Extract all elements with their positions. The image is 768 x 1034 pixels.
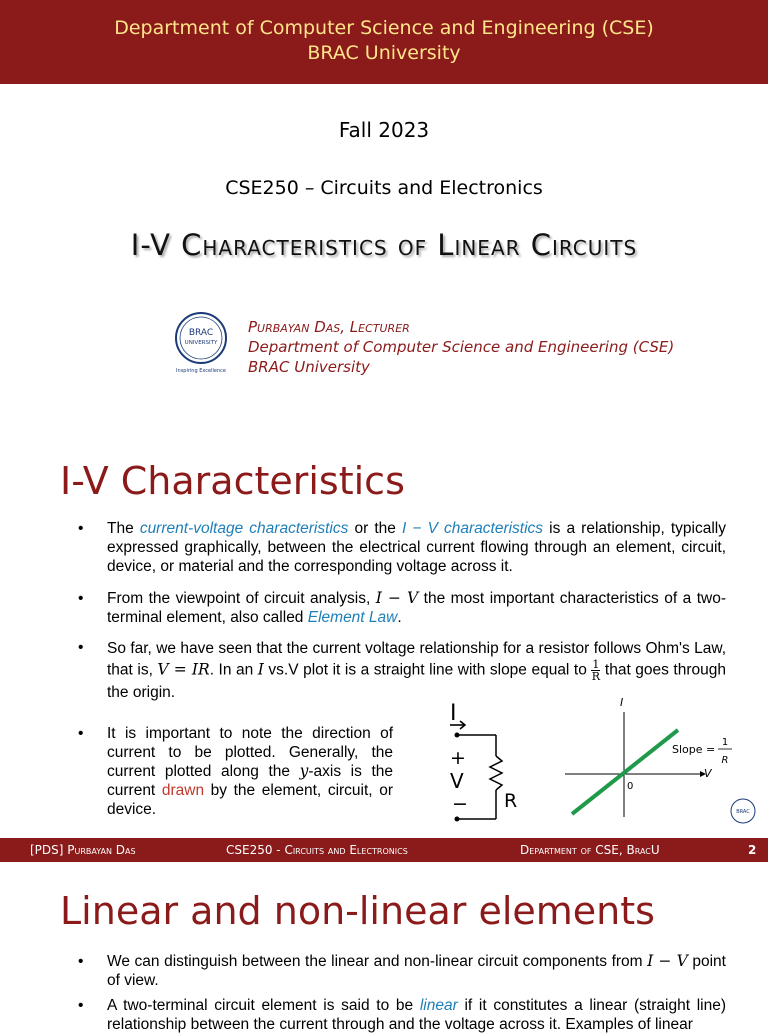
bullet-ohms-law: • So far, we have seen that the current voltage relationship for a resistor follows Ohm's Law, that is, V = IR. In an I vs.V plot it is a straight line with slope equal to $\frac{1}{R}$ that goes through the origin. — [78, 639, 726, 701]
bullet-dot: • — [78, 520, 84, 537]
iv-linear-graph — [560, 692, 740, 822]
terminal-bottom — [455, 817, 460, 822]
course-title: CSE250 – Circuits and Electronics — [225, 177, 543, 199]
slope-fraction: $\frac{1}{R}$ — [591, 658, 601, 683]
logo-text-brac: BRAC — [188, 328, 214, 338]
resistor-circuit-diagram — [440, 698, 530, 828]
circuit-resistor-label: R — [504, 790, 518, 812]
slide3-bullets — [78, 952, 726, 1033]
term-iv-characteristics: I − V characteristics — [402, 520, 544, 537]
footer-author: [PDS] Purbayan Das — [30, 843, 136, 857]
graph-iv-line — [572, 730, 678, 814]
term-current-voltage: current-voltage characteristics — [139, 520, 349, 537]
circuit-plus-label: + — [450, 747, 466, 769]
bullet-current-direction: • It is important to note the direction of current to be plotted. Generally, the current plotted along the y-axis is the current drawn by the element, circuit, or device. — [78, 725, 393, 818]
bullet-dot: • — [78, 590, 84, 607]
graph-slope-label: Slope = — [672, 743, 716, 756]
graph-slope-den: R — [721, 755, 729, 766]
header-banner — [0, 0, 768, 84]
mini-logo-text: BRAC — [736, 809, 750, 815]
slide2-title: I-V Characteristics — [60, 459, 405, 503]
presenter-name: Purbayan Das, Lecturer — [248, 318, 410, 336]
term-label: Fall 2023 — [338, 118, 430, 142]
bullet-element-law: • From the viewpoint of circuit analysis, I − V the most important characteristics of a two-terminal element, also called Element Law. — [78, 589, 726, 626]
bullet-iv-definition: • The current-voltage characteristics or the I − V characteristics is a relationship, typically expressed graphically, between the electrical current flowing through an element, circuit, device, or material and the corresponding voltage across it. — [78, 520, 726, 575]
header-university: BRAC University — [307, 42, 461, 64]
logo-text-university: UNIVERSITY — [184, 340, 218, 346]
lecture-title: I-V Characteristics of Linear Circuits — [130, 228, 638, 262]
bullet-dot: • — [78, 953, 84, 970]
slide3-title: Linear and non-linear elements — [60, 889, 655, 933]
brac-mini-logo — [728, 797, 758, 831]
graph-y-axis-label: I — [620, 696, 624, 709]
circuit-voltage-label: V — [450, 769, 464, 793]
logo-motto: Inspiring Excellence — [176, 368, 226, 374]
term-linear: linear — [419, 997, 458, 1014]
brac-university-logo — [168, 310, 234, 374]
bullet-linear-distinction: • We can distinguish between the linear and non-linear circuit components from I − V point of view. — [78, 952, 726, 989]
presenter-department: Department of Computer Science and Engineering (CSE) — [248, 338, 675, 356]
circuit-current-label: I — [450, 701, 457, 726]
graph-origin-label: 0 — [627, 781, 634, 792]
presenter-block — [248, 317, 674, 377]
header-department: Department of Computer Science and Engineering (CSE) — [114, 17, 654, 39]
footer-course: CSE250 - Circuits and Electronics — [226, 843, 408, 857]
bullet-dot: • — [78, 639, 84, 656]
footer-page-number: 2 — [748, 843, 757, 857]
graph-slope-num: 1 — [721, 737, 729, 748]
footer-department: Department of CSE, BracU — [520, 843, 660, 857]
graph-x-axis-label: V — [704, 767, 712, 780]
term-drawn: drawn — [161, 782, 205, 799]
presenter-university: BRAC University — [248, 358, 370, 376]
resistor-symbol — [490, 756, 502, 790]
slide2-footer — [0, 838, 768, 862]
bullet-dot: • — [78, 725, 84, 742]
bullet-dot: • — [78, 997, 84, 1014]
circuit-minus-label: − — [452, 793, 468, 815]
term-element-law: Element Law — [307, 609, 398, 626]
bullet-linear-definition: • A two-terminal circuit element is said to be linear if it constitutes a linear (straight line) relationship between the current through and the voltage across it. Examples of linear — [78, 997, 726, 1033]
